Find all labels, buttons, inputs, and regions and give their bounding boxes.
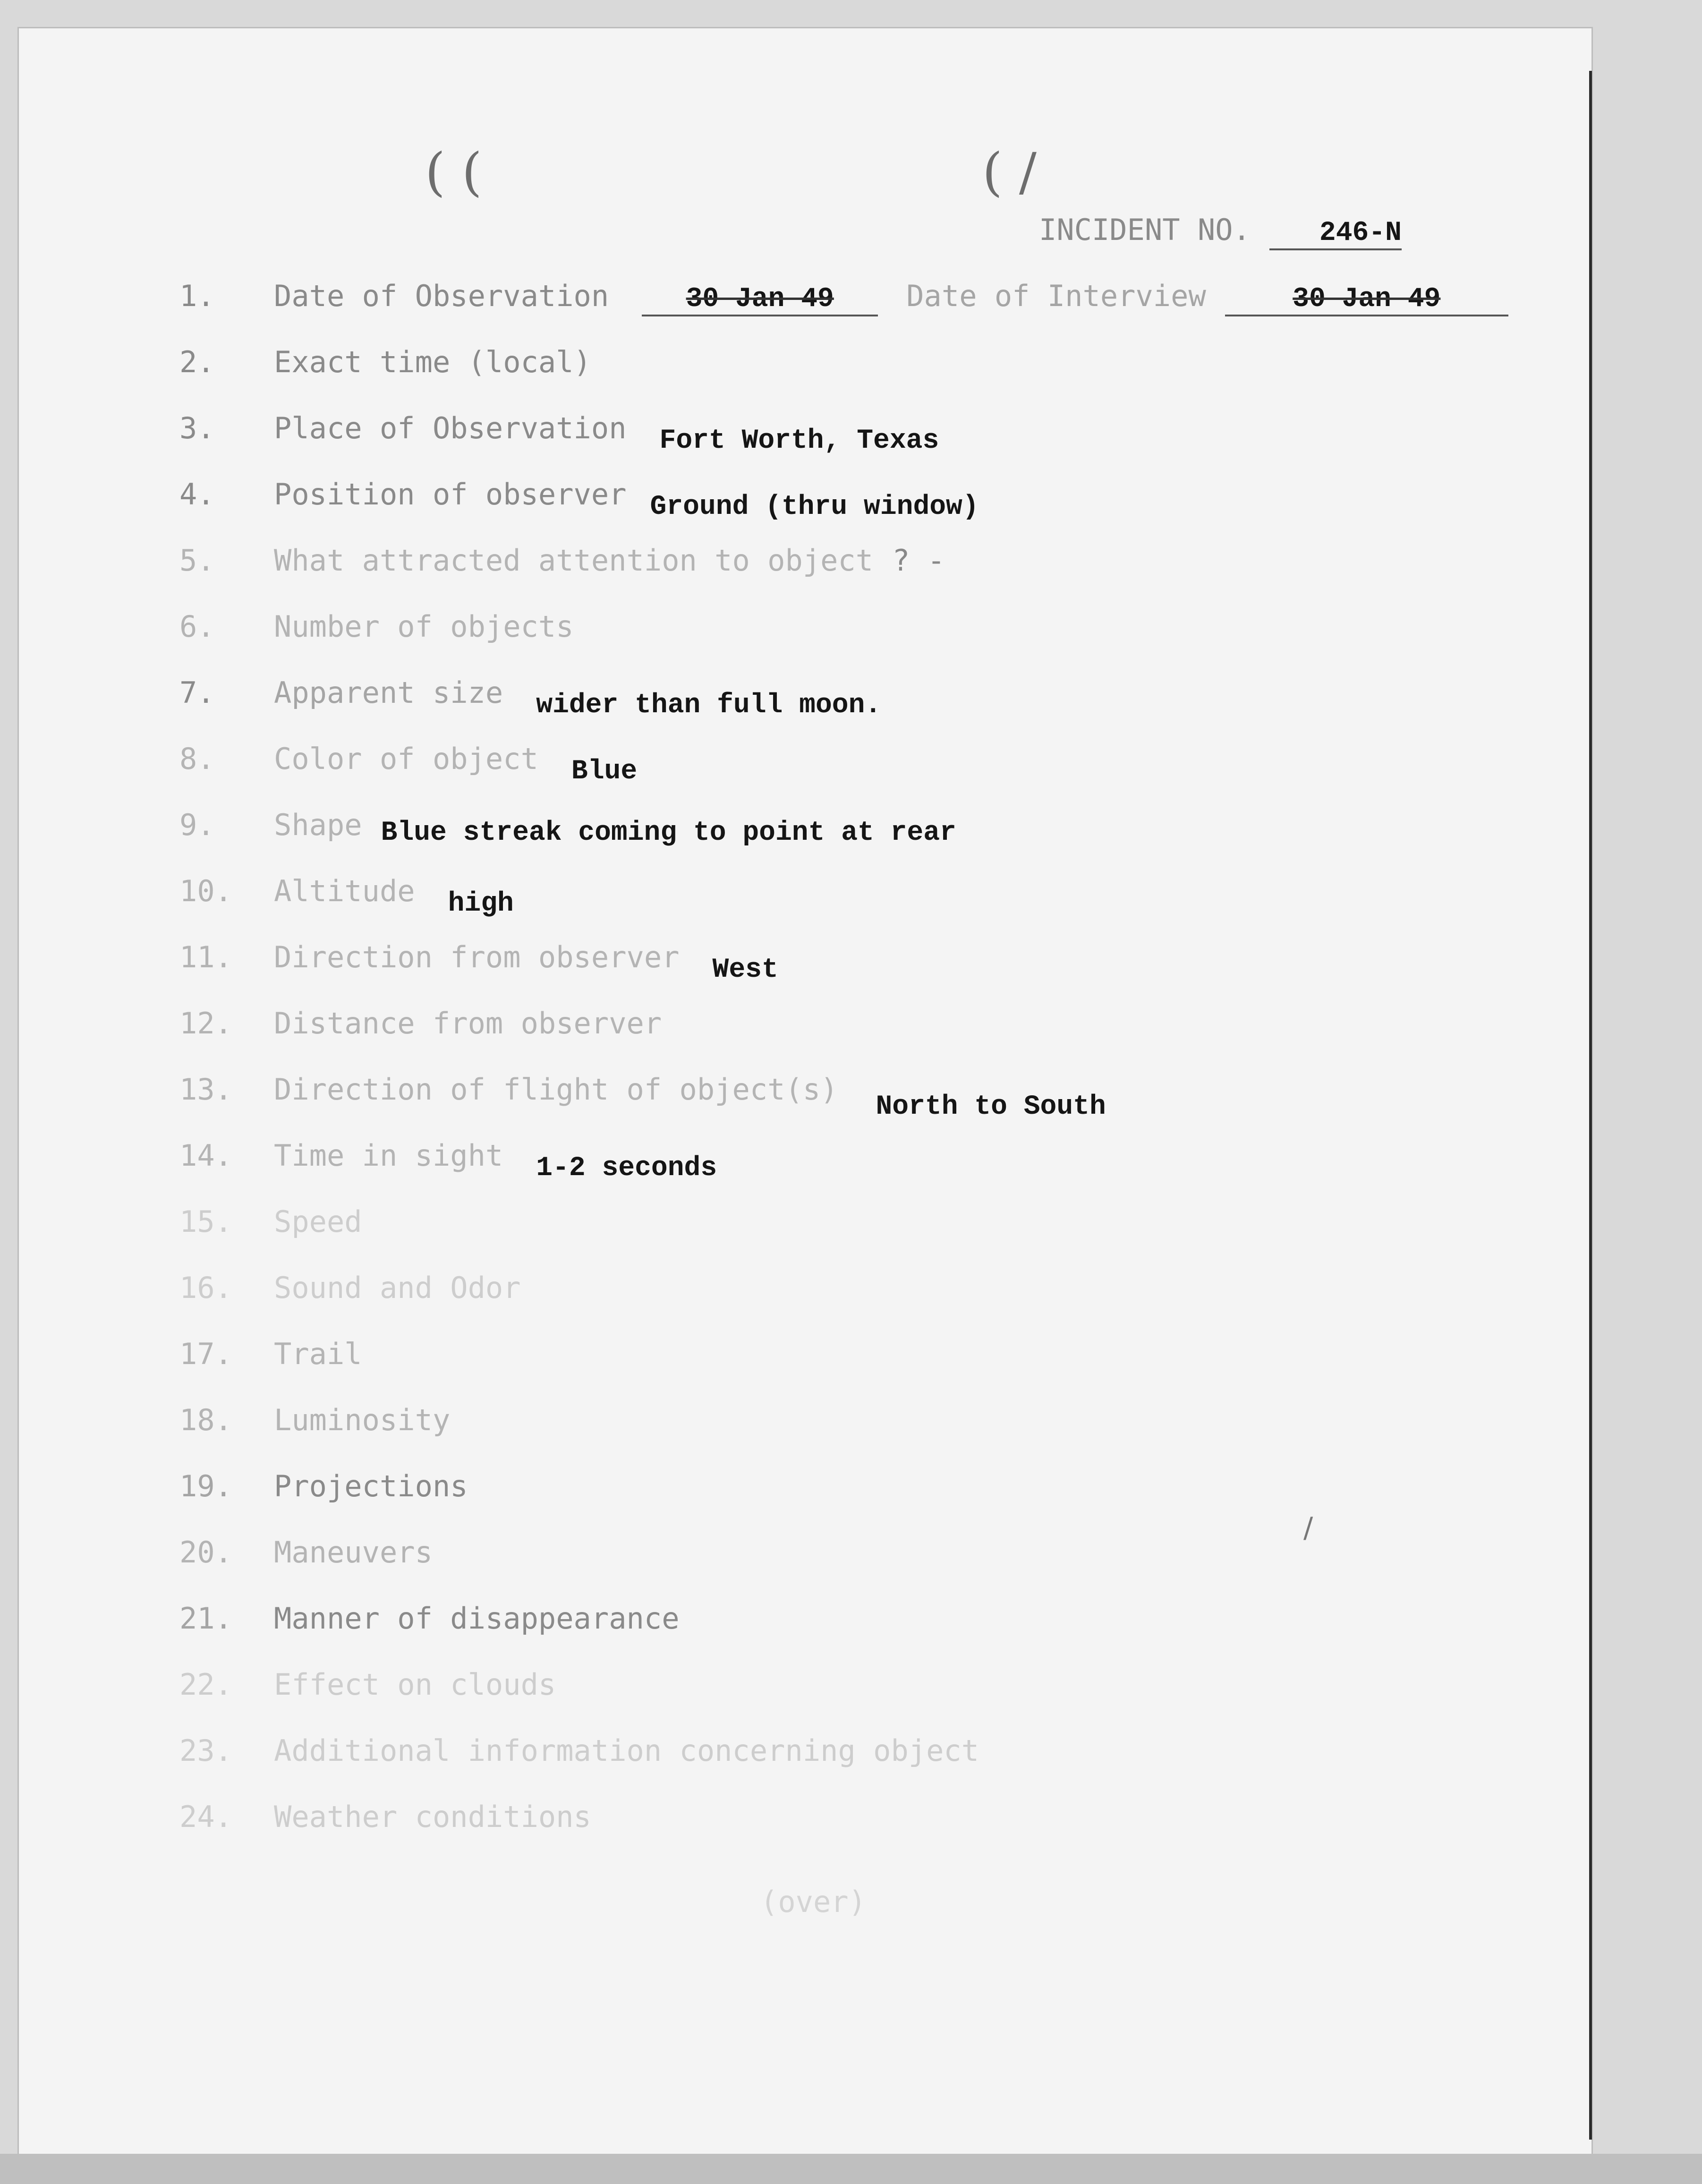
incident-number-line <box>1269 218 1402 250</box>
item-label: Projections <box>274 1469 468 1503</box>
incident-label: INCIDENT NO. <box>1039 213 1251 247</box>
date-observation-line <box>642 284 878 316</box>
item-value: Blue streak coming to point at rear <box>381 818 956 848</box>
item-number: 22. <box>179 1667 232 1702</box>
item-label: Place of Observation <box>274 411 627 445</box>
item-label: Weather conditions <box>274 1800 591 1834</box>
item-number: 1. <box>179 279 215 313</box>
pencil-mark: / <box>1303 1511 1313 1544</box>
item-15 <box>179 1204 395 1242</box>
item-label: Sound and Odor <box>274 1271 521 1305</box>
item-label: Apparent size <box>274 675 503 710</box>
item-18 <box>179 1403 483 1441</box>
item-number: 7. <box>179 675 215 710</box>
item-label: Exact time (local) <box>274 345 591 379</box>
item-12 <box>179 1006 695 1044</box>
item-5 <box>179 543 945 581</box>
date-interview-line <box>1225 284 1508 316</box>
item-22 <box>179 1667 589 1705</box>
item-number: 10. <box>179 874 232 908</box>
item-label: Position of observer <box>274 477 627 512</box>
item-20 <box>179 1535 466 1573</box>
item-number: 4. <box>179 477 215 512</box>
item-number: 5. <box>179 543 215 578</box>
item-4 <box>179 477 979 522</box>
item-value: Blue <box>571 756 638 787</box>
item-number: 2. <box>179 345 215 379</box>
item-value: North to South <box>876 1092 1106 1122</box>
item-label: Additional information concerning object <box>274 1733 979 1768</box>
punch-hole-right: ( / <box>982 142 1037 202</box>
item-21 <box>179 1601 713 1639</box>
item-label: Direction of flight of object(s) <box>274 1072 838 1107</box>
item-7 <box>179 675 882 721</box>
item-number: 12. <box>179 1006 232 1041</box>
item-label: Luminosity <box>274 1403 451 1437</box>
item-value: West <box>712 955 778 985</box>
item-23 <box>179 1733 1012 1771</box>
item-value: wider than full moon. <box>536 690 882 721</box>
item-value: Fort Worth, Texas <box>659 426 939 456</box>
item-label: Direction from observer <box>274 940 680 974</box>
item-value: 1-2 seconds <box>536 1153 717 1184</box>
item-number: 21. <box>179 1601 232 1636</box>
item-number: 13. <box>179 1072 232 1107</box>
incident-header <box>1039 213 1402 250</box>
item-number: 17. <box>179 1337 232 1371</box>
item-1 <box>179 279 1508 316</box>
punch-hole-left: ( ( <box>425 142 482 202</box>
item-number: 20. <box>179 1535 232 1570</box>
item-label: Speed <box>274 1204 362 1239</box>
item-number: 9. <box>179 808 215 842</box>
item-label: Effect on clouds <box>274 1667 556 1702</box>
item-24 <box>179 1800 624 1837</box>
incident-number: 246-N <box>1319 218 1402 248</box>
item-10 <box>179 874 514 919</box>
item-label: Distance from observer <box>274 1006 662 1041</box>
item-9 <box>179 808 956 848</box>
item-number: 16. <box>179 1271 232 1305</box>
item-19 <box>179 1469 501 1507</box>
item-label: Color of object <box>274 742 538 776</box>
item-value: high <box>448 888 514 919</box>
item-2 <box>179 345 624 383</box>
item-label: What attracted attention to object <box>274 543 874 578</box>
item-label: Time in sight <box>274 1138 503 1173</box>
item-13 <box>179 1072 1106 1122</box>
item-number: 23. <box>179 1733 232 1768</box>
item-14 <box>179 1138 717 1184</box>
item-number: 19. <box>179 1469 232 1503</box>
item-number: 11. <box>179 940 232 974</box>
item-16 <box>179 1271 554 1308</box>
item-number: 24. <box>179 1800 232 1834</box>
date-interview-value: 30 Jan 49 <box>1293 284 1441 315</box>
item-11 <box>179 940 778 985</box>
item-3 <box>179 411 939 456</box>
over-note: (over) <box>760 1885 866 1919</box>
item-number: 14. <box>179 1138 232 1173</box>
interview-label: Date of Interview <box>906 279 1206 313</box>
item-label: Number of objects <box>274 609 574 644</box>
item-number: 18. <box>179 1403 232 1437</box>
item-17 <box>179 1337 395 1374</box>
item-label: Maneuvers <box>274 1535 433 1570</box>
date-observation-value: 30 Jan 49 <box>686 284 834 315</box>
item-number: 8. <box>179 742 215 776</box>
item-value: Ground (thru window) <box>650 492 979 522</box>
item-value: ? - <box>892 543 945 578</box>
page-edge-shadow <box>1589 71 1592 2140</box>
item-number: 3. <box>179 411 215 445</box>
scan-border <box>0 2154 1702 2184</box>
item-8 <box>179 742 638 787</box>
item-label: Manner of disappearance <box>274 1601 680 1636</box>
item-label: Altitude <box>274 874 415 908</box>
item-number: 6. <box>179 609 215 644</box>
item-6 <box>179 609 607 647</box>
item-label: Trail <box>274 1337 362 1371</box>
item-number: 15. <box>179 1204 232 1239</box>
item-label: Shape <box>274 808 362 842</box>
item-label: Date of Observation <box>274 279 609 313</box>
